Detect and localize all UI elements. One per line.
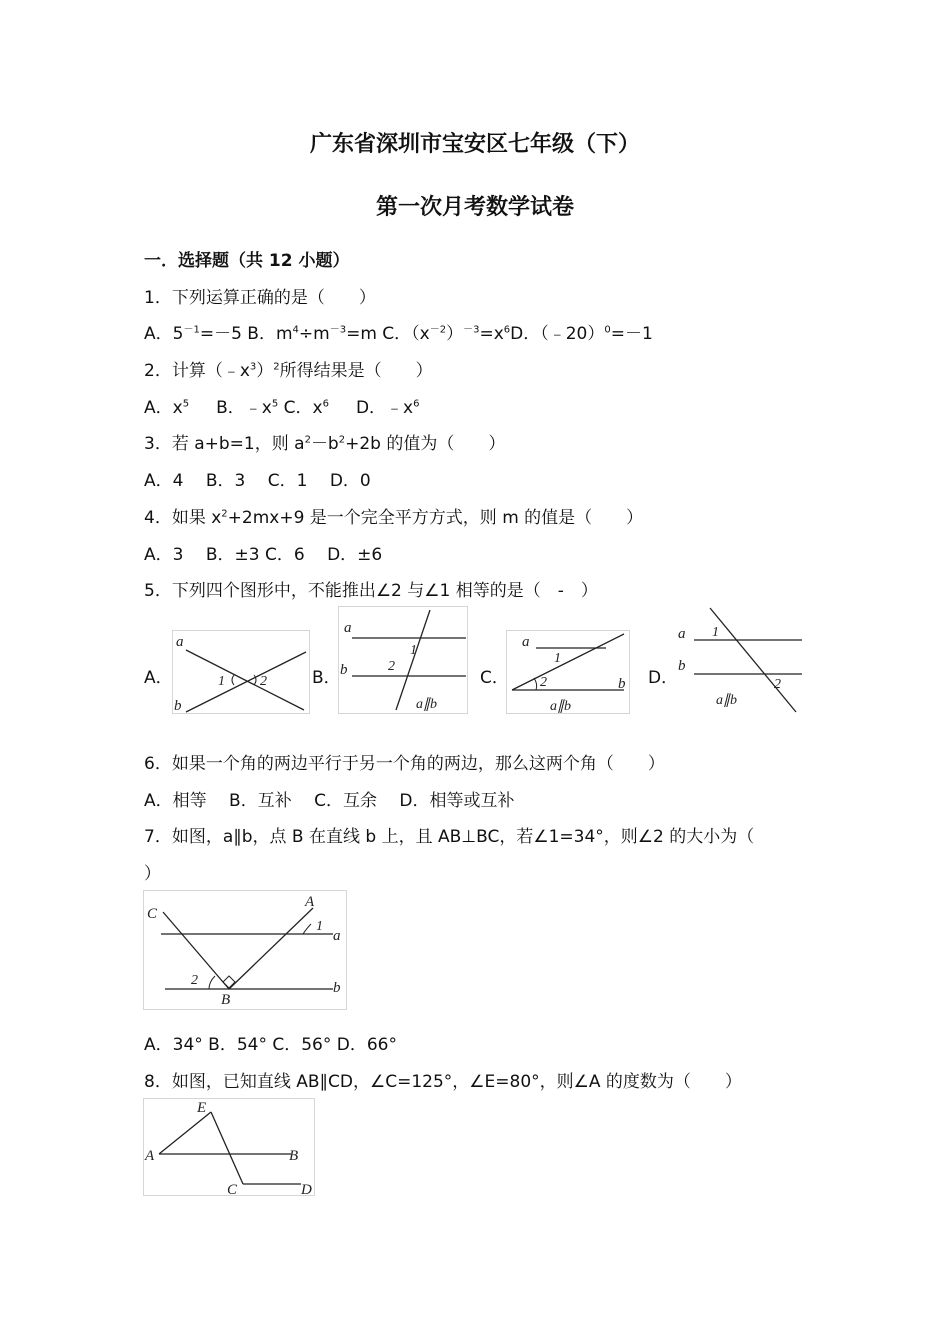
q3-stem-pre: 3．若 a+b=1，则 a bbox=[144, 434, 305, 454]
q3-mid: －b bbox=[310, 434, 339, 454]
q5b-label-2: 2 bbox=[388, 659, 395, 674]
q7-stem-cont: ） bbox=[144, 864, 161, 884]
q4-stem-pre: 4．如果 x bbox=[144, 508, 222, 528]
q2-option-a: A．x bbox=[144, 398, 183, 418]
q2-c-exp: 6 bbox=[322, 398, 329, 410]
q5-figure-c bbox=[506, 630, 630, 714]
q1-b-exp1: 4 bbox=[292, 324, 299, 336]
q5b-label-b: b bbox=[340, 662, 348, 678]
q8-label-D: D bbox=[301, 1182, 312, 1196]
q8-label-B: B bbox=[289, 1148, 299, 1164]
q8-label-C: C bbox=[227, 1182, 238, 1196]
q1-b-mid: ÷m bbox=[298, 324, 330, 344]
q5c-label-a: a bbox=[522, 634, 530, 650]
q7-label-b: b bbox=[333, 980, 341, 996]
q5c-parallel: a∥b bbox=[550, 699, 571, 714]
q1-c-mid: ） bbox=[446, 324, 464, 344]
q1-stem: 1．下列运算正确的是（ ） bbox=[144, 288, 376, 308]
q6-stem: 6．如果一个角的两边平行于另一个角的两边，那么这两个角（ ） bbox=[144, 754, 665, 774]
q1-a-text: A．5 bbox=[144, 324, 184, 344]
q5c-label-1: 1 bbox=[554, 651, 561, 666]
q1-b-post: =m C．（x bbox=[346, 324, 430, 344]
q2-option-b: B．﹣x bbox=[216, 398, 272, 418]
q5-label-d: D． bbox=[648, 668, 679, 688]
q5c-label-b: b bbox=[618, 676, 626, 692]
q1-d-text: D．（﹣20） bbox=[510, 324, 605, 344]
q4-exp: 2 bbox=[221, 508, 228, 520]
q5-figure-b bbox=[338, 606, 468, 714]
q5d-label-a: a bbox=[678, 626, 686, 642]
q5-label-a: A． bbox=[144, 668, 173, 688]
q3-exp2: 2 bbox=[338, 434, 346, 446]
q2-a-exp: 5 bbox=[182, 398, 190, 410]
q7-label-a: a bbox=[333, 928, 341, 944]
q2-option-d: D．﹣x bbox=[355, 398, 414, 418]
q8-figure bbox=[143, 1098, 315, 1196]
q3-exp1: 2 bbox=[304, 434, 311, 446]
q2-option-c: C．x bbox=[283, 398, 323, 418]
q5-label-b: B． bbox=[312, 668, 341, 688]
q8-label-A: A bbox=[145, 1148, 155, 1164]
q4-stem-post: +2mx+9 是一个完全平方方式，则 m 的值是（ ） bbox=[227, 508, 644, 528]
q2-stem-pre: 2．计算（﹣x bbox=[144, 361, 250, 381]
q5c-label-2: 2 bbox=[540, 675, 547, 690]
q4-stem bbox=[144, 503, 643, 528]
q3-options: A．4 B．3 C．1 D．0 bbox=[144, 471, 371, 491]
q1-d-post: =－1 bbox=[610, 324, 653, 344]
q2-stem-post: 所得结果是（ ） bbox=[279, 361, 433, 381]
q5d-label-1: 1 bbox=[712, 625, 719, 640]
q5d-label-b: b bbox=[678, 658, 686, 674]
q6-options: A．相等 B．互补 C．互余 D．相等或互补 bbox=[144, 791, 515, 811]
q2-stem-exp1: 3 bbox=[249, 361, 257, 373]
q2-stem-exp2: 2 bbox=[273, 361, 280, 373]
q5-figure-a bbox=[172, 630, 310, 714]
q7-label-1: 1 bbox=[316, 919, 323, 934]
q2-d-exp: 6 bbox=[413, 398, 420, 410]
q7-label-A: A bbox=[305, 894, 315, 910]
q1-a-exp: －1 bbox=[183, 324, 200, 336]
section-heading: 一．选择题（共 12 小题） bbox=[144, 251, 350, 271]
exam-title-line2: 第一次月考数学试卷 bbox=[375, 195, 574, 220]
q4-options: A．3 B．±3 C．6 D．±6 bbox=[144, 545, 383, 565]
q1-b-exp2: －3 bbox=[329, 324, 347, 336]
q1-a-post: =－5 B．m bbox=[199, 324, 293, 344]
q5-label-c: C． bbox=[480, 668, 509, 688]
q7-stem: 7．如图，a∥b，点 B 在直线 b 上，且 AB⊥BC，若∠1=34°，则∠2 的大小为（ bbox=[144, 827, 755, 847]
q2-b-exp: 5 bbox=[271, 398, 279, 410]
q5a-label-2: 2 bbox=[260, 674, 267, 689]
q5a-label-a: a bbox=[176, 634, 184, 650]
q3-stem bbox=[144, 429, 505, 454]
q1-c-exp1: －2 bbox=[429, 324, 447, 336]
q7-label-2: 2 bbox=[191, 973, 198, 988]
q5a-label-1: 1 bbox=[218, 674, 225, 689]
q2-stem-mid: ） bbox=[256, 361, 274, 381]
q1-c-exp3: 6 bbox=[503, 324, 511, 336]
q2-stem bbox=[144, 356, 433, 381]
q5a-label-b: b bbox=[174, 698, 182, 714]
q7-figure bbox=[143, 890, 347, 1010]
q1-options bbox=[144, 319, 653, 344]
q7-label-C: C bbox=[147, 906, 158, 922]
exam-title-line1: 广东省深圳市宝安区七年级（下） bbox=[309, 132, 640, 157]
q7-options: A．34° B．54° C．56° D．66° bbox=[144, 1035, 397, 1055]
q5d-label-2: 2 bbox=[774, 677, 781, 692]
q2-options bbox=[144, 393, 420, 418]
q1-d-exp: 0 bbox=[604, 324, 611, 336]
q8-stem: 8．如图，已知直线 AB∥CD，∠C=125°，∠E=80°，则∠A 的度数为（ ） bbox=[144, 1072, 742, 1092]
q5-figure-d bbox=[676, 606, 806, 714]
q5b-label-1: 1 bbox=[410, 643, 417, 658]
q7-label-B: B bbox=[221, 992, 231, 1008]
q1-c-exp2: －3 bbox=[463, 324, 480, 336]
q5d-parallel: a∥b bbox=[716, 693, 737, 708]
q5b-parallel: a∥b bbox=[416, 697, 437, 712]
q5b-label-a: a bbox=[344, 620, 352, 636]
q5-stem: 5．下列四个图形中，不能推出∠2 与∠1 相等的是（ - ） bbox=[144, 581, 598, 601]
q8-label-E: E bbox=[197, 1100, 207, 1116]
q1-c-eq: =x bbox=[479, 324, 504, 344]
q3-stem-post: +2b 的值为（ ） bbox=[345, 434, 506, 454]
